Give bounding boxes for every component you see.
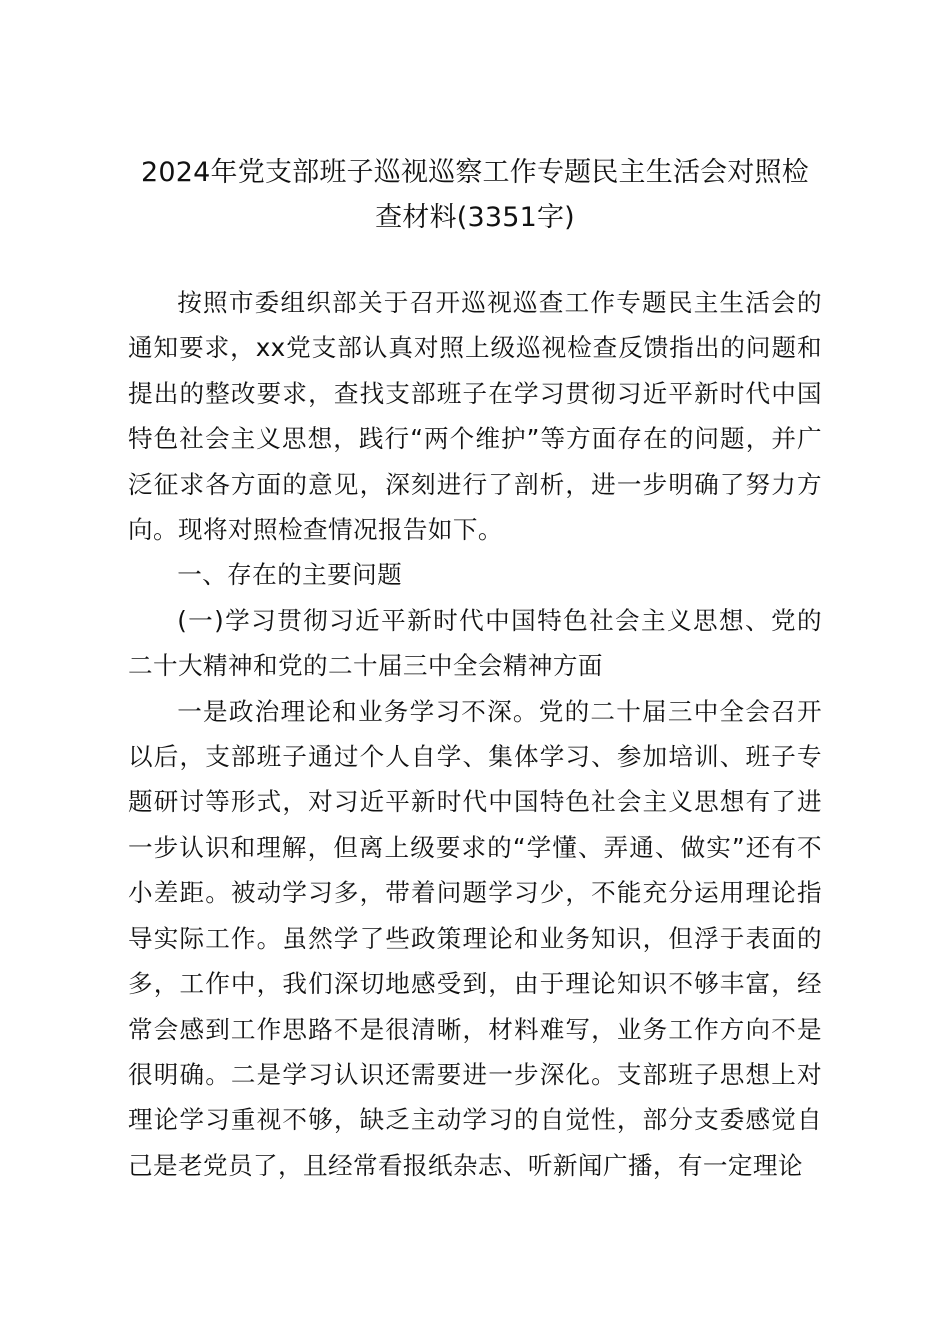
document-title: 2024年党支部班子巡视巡察工作专题民主生活会对照检查材料(3351字) [141, 157, 809, 233]
subsection-heading-1: (一)学习贯彻习近平新时代中国特色社会主义思想、党的二十大精神和党的二十届三中全会精神方面 [128, 605, 822, 681]
section-heading-main-problems: 一、存在的主要问题 [177, 560, 403, 590]
paragraph-problem-1: 一是政治理论和业务学习不深。党的二十届三中全会召开以后，支部班子通过个人自学、集体学习、参加培训、班子专题研讨等形式，对习近平新时代中国特色社会主义思想有了进一步认识和理解，但离上级要求的“学懂、弄通、做实”还有不小差距。被动学习多，带着问题学习少，不能充分运用理论指导实际工作。虽然学了些政策理论和业务知识，但浮于表面的多，工作中，我们深切地感受到，由于理论知识不够丰富，经常会感到工作思路不是很清晰，材料难写，业务工作方向不是很明确。二是学习认识还需要进一步深化。支部班子思想上对理论学习重视不够，缺乏主动学习的自觉性，部分支委感觉自己是老党员了，且经常看报纸杂志、听新闻广播，有一定理论 [128, 696, 822, 1180]
paragraph-intro: 按照市委组织部关于召开巡视巡查工作专题民主生活会的通知要求，xx党支部认真对照上级巡视检查反馈指出的问题和提出的整改要求，查找支部班子在学习贯彻习近平新时代中国特色社会主义思想，践行“两个维护”等方面存在的问题，并广泛征求各方面的意见，深刻进行了剖析，进一步明确了努力方向。现将对照检查情况报告如下。 [128, 288, 822, 545]
document-body [128, 280, 822, 1188]
